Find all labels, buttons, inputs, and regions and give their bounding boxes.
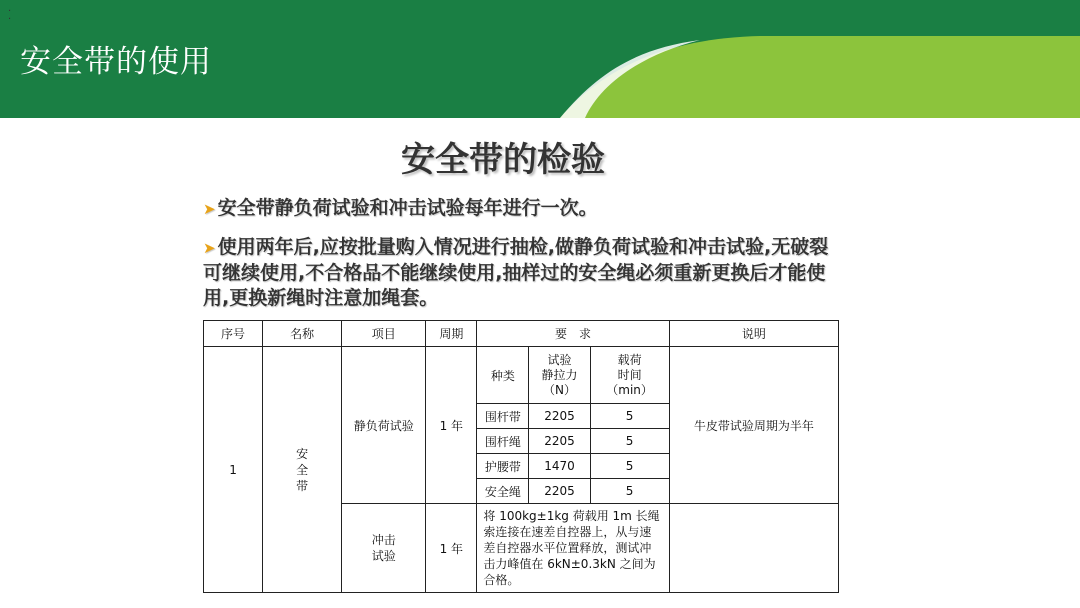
cell-static-cycle: 1 年 (426, 347, 477, 504)
header-no: 序号 (204, 321, 263, 347)
header-title: 安全带的使用 (20, 44, 212, 80)
cell-name: 安 全 带 (263, 347, 342, 593)
cell-type: 围杆绳 (477, 429, 529, 454)
cell-time: 5 (590, 404, 669, 429)
cell-time: 5 (590, 429, 669, 454)
cell-static-test: 静负荷试验 (342, 347, 426, 504)
cell-impact-cycle: 1 年 (426, 504, 477, 593)
cell-force: 2205 (529, 404, 590, 429)
cell-force: 2205 (529, 429, 590, 454)
cell-impact-test: 冲击 试验 (342, 504, 426, 593)
cell-force: 1470 (529, 454, 590, 479)
bullet-text: 安全带静负荷试验和冲击试验每年进行一次。 (217, 197, 598, 219)
main-title: 安全带的检验 (401, 140, 605, 180)
cell-note: 牛皮带试验周期为半年 (669, 347, 838, 504)
cell-impact-desc: 将 100kg±1kg 荷载用 1m 长绳索连接在速差自控器上，从与速差自控器水平位置释放，测试冲击力峰值在 6kN±0.3kN 之间为合格。 (477, 504, 669, 593)
cell-note-empty (669, 504, 838, 593)
bullet-text: 使用两年后,应按批量购入情况进行抽检,做静负荷试验和冲击试验,无破裂可继续使用,不合格品不能继续使用,抽样过的安全绳必须重新更换后才能使用,更换新绳时注意加绳套。 (203, 236, 829, 309)
bullet-item (203, 196, 843, 222)
header-banner (0, 0, 1080, 118)
header-note: 说明 (669, 321, 838, 347)
inspection-table (203, 320, 839, 593)
arrow-bullet-icon: ➤ (203, 200, 216, 218)
cell-type: 围杆带 (477, 404, 529, 429)
header-requirements: 要 求 (477, 321, 669, 347)
subheader-type: 种类 (477, 347, 529, 404)
cell-time: 5 (590, 454, 669, 479)
subheader-force: 试验 静拉力 （N） (529, 347, 590, 404)
corner-mark: · · (8, 6, 12, 25)
table-row (204, 347, 839, 404)
table-header-row (204, 321, 839, 347)
cell-no: 1 (204, 347, 263, 593)
cell-type: 安全绳 (477, 479, 529, 504)
cell-time: 5 (590, 479, 669, 504)
header-name: 名称 (263, 321, 342, 347)
subheader-time: 载荷 时间 （min） (590, 347, 669, 404)
bullet-list (203, 196, 843, 324)
bullet-item (203, 235, 843, 311)
cell-type: 护腰带 (477, 454, 529, 479)
cell-force: 2205 (529, 479, 590, 504)
header-item: 项目 (342, 321, 426, 347)
arrow-bullet-icon: ➤ (203, 239, 216, 257)
header-cycle: 周期 (426, 321, 477, 347)
